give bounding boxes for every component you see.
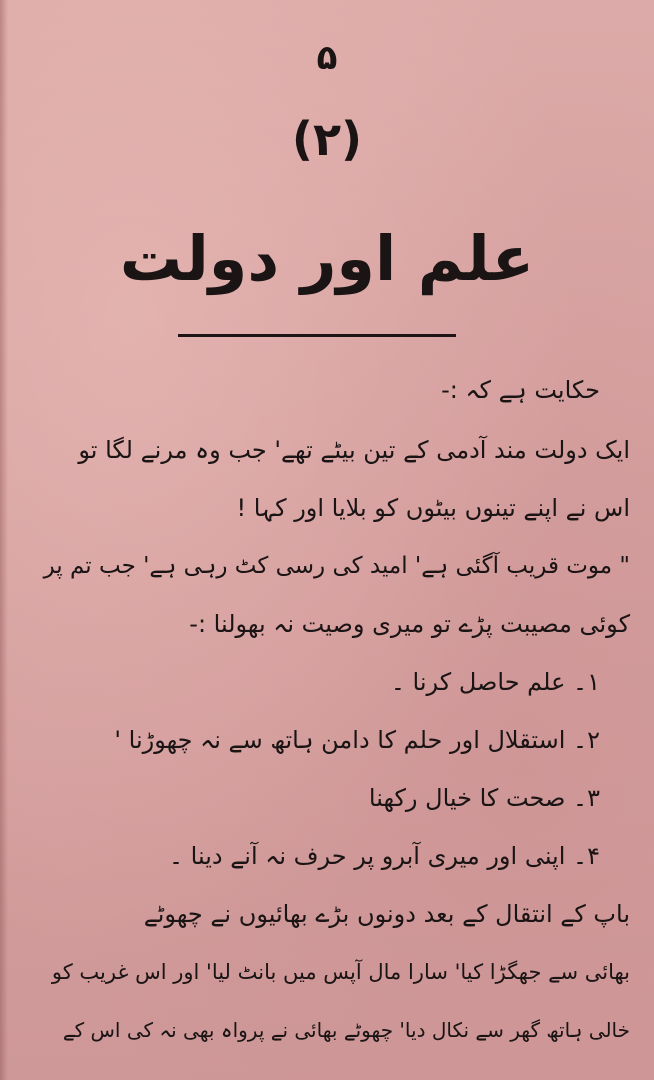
text-line: " موت قریب آگئی ہے' امید کی رسی کٹ رہی ہے' جب تم پر <box>43 553 630 579</box>
text-line: خالی ہاتھ گھر سے نکال دیا' چھوٹے بھائی نے پرواہ بھی نہ کی اس کے <box>62 1018 630 1042</box>
text-line: ایک دولت مند آدمی کے تین بیٹے تھے' جب وہ مرنے لگا تو <box>78 436 630 464</box>
text-line: ۳۔ صحت کا خیال رکھنا <box>368 784 600 812</box>
text-line: ۲۔ استقلال اور حلم کا دامن ہاتھ سے نہ چھوڑنا ' <box>114 726 600 754</box>
text-line: بھائی سے جھگڑا کیا' سارا مال آپس میں بانٹ لیا' اور اس غریب کو <box>51 960 630 984</box>
text-line: ۱۔ علم حاصل کرنا ۔ <box>390 668 600 696</box>
text-line: حکایت ہے کہ :- <box>441 376 600 404</box>
text-line: کوئی مصیبت پڑے تو میری وصیت نہ بھولنا :- <box>189 610 630 638</box>
title-underline <box>178 334 456 337</box>
chapter-title: علم اور دولت <box>119 222 535 295</box>
text-line: اس نے اپنے تینوں بیٹوں کو بلایا اور کہا ! <box>236 494 630 522</box>
text-line: باپ کے انتقال کے بعد دونوں بڑے بھائیوں نے چھوٹے <box>143 900 630 928</box>
page-number: ۵ <box>316 38 338 78</box>
text-line: ۴۔ اپنی اور میری آبرو پر حرف نہ آنے دینا ۔ <box>168 842 600 870</box>
chapter-number: (۲) <box>291 112 363 166</box>
